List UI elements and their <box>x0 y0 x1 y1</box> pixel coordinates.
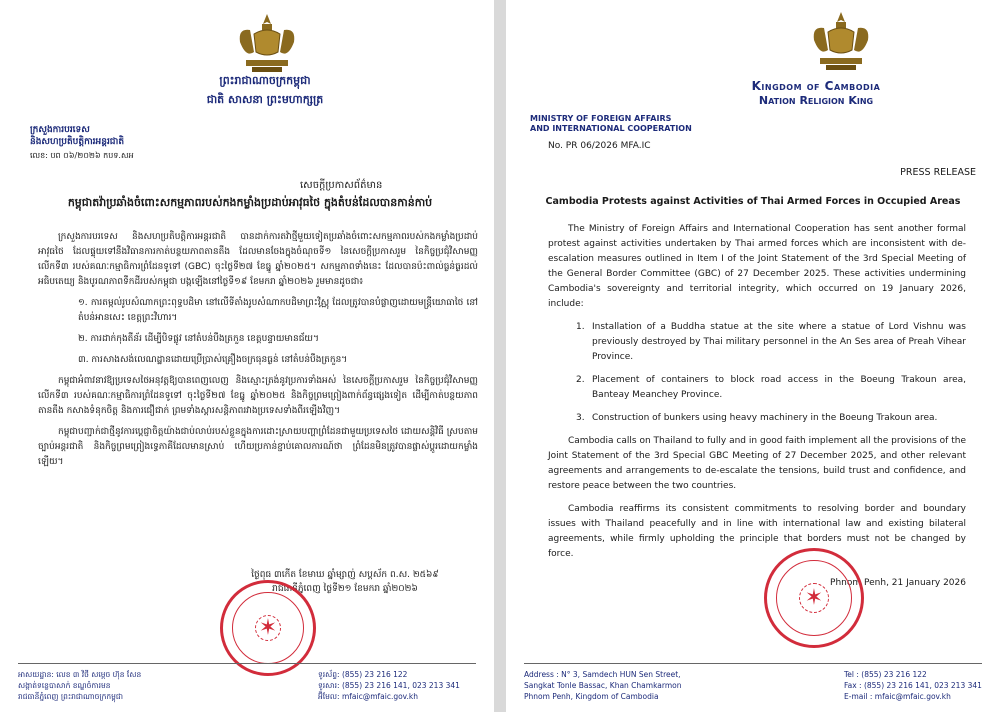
reference-number: No. PR 06/2026 MFA.IC <box>548 141 651 151</box>
reference-number: លេខ: បព ០៦/២០២៦ កបទ.សអ <box>30 151 134 160</box>
list-item: ២. ការដាក់កុងតឺន័រ ដើម្បីបិទផ្លូវ នៅតំបន់បឹងត្រកួន ខេត្តបន្ទាយមានជ័យ។ <box>78 334 319 344</box>
body-paragraph: The Ministry of Foreign Affairs and International Cooperation has sent another formal protest against activities undertaken by Thai armed forces which are inconsistent with de-escalation measures outlined in Item I of the Joint Statement of the 3rd Special Meeting of the General Border Committee (GBC) of 27 December 2025. These activities undermining Cambodia's sovereignty and territorial integrity, which occurred on 19 January 2026, include: <box>548 224 966 309</box>
khmer-page <box>0 0 494 712</box>
footer-address <box>524 669 681 702</box>
nation-name: ព្រះរាជាណាចក្រកម្ពុជា <box>219 74 311 87</box>
address-line: Sangkat Tonle Bassac, Khan Chamkarmon <box>524 681 682 690</box>
address-line: Address : N° 3, Samdech HUN Sen Street, <box>524 670 681 679</box>
list-number: 2. <box>576 375 585 385</box>
document-body <box>38 230 478 476</box>
list-item <box>576 320 966 365</box>
list-item: ៣. ការសាងសង់លេណដ្ឋានដោយប្រើប្រាស់គ្រឿងចក្រធុនធ្ងន់ នៅតំបន់បឹងត្រកួន។ <box>78 355 348 365</box>
list-item: ១. ការតម្កល់រូបសំណាកព្រះពុទ្ធបដិមា នៅលើទីតាំងរូបសំណាកបដិមាព្រះវិស្ណុ ដែលត្រូវបានបំផ្លាញដោយមន្ត្រីយោធាថៃ នៅតំបន់អានសេះ ខេត្តព្រះវិហារ។ <box>78 298 478 323</box>
address-line: Phnom Penh, Kingdom of Cambodia <box>524 692 659 701</box>
place-date: រាជធានីភ្នំពេញ ថ្ងៃទី២១ ខែមករា ឆ្នាំ២០២៦ <box>272 584 418 594</box>
email-line: អ៊ីមែល: mfaic@mfaic.gov.kh <box>318 692 419 701</box>
list-number: 3. <box>576 413 585 423</box>
phone-line: Tel : (855) 23 216 122 <box>844 670 927 679</box>
footer-contact <box>318 669 460 702</box>
nation-motto: Nation Religion King <box>758 94 874 107</box>
footer <box>524 663 982 701</box>
document-body <box>548 222 966 570</box>
address-line: រាជធានីភ្នំពេញ ព្រះរាជាណាចក្រកម្ពុជា <box>18 692 123 701</box>
list-text: Installation of a Buddha statue at the site where a statue of Lord Vishnu was previously destroyed by Thai military personnel in the An Ses area of Preah Vihear Province. <box>592 322 966 362</box>
email-line: E-mail : mfaic@mfaic.gov.kh <box>844 692 951 701</box>
lunar-date: ថ្ងៃពុធ ៣កើត ខែមាឃ ឆ្នាំម្សាញ់ សប្តស័ក ព.ស. ២៥៦៩ <box>251 570 439 580</box>
list-number: 1. <box>576 322 585 332</box>
footer-address <box>18 669 141 702</box>
ministry-name-line2: និងសហប្រតិបត្តិការអន្តរជាតិ <box>30 137 125 147</box>
address-line: សង្កាត់ទន្លេបាសាក់ ខណ្ឌចំការមន <box>18 681 111 690</box>
list-text: Placement of containers to block road access in the Boeung Trakoun area, Banteay Meanchey Province. <box>592 375 966 400</box>
body-paragraph: Cambodia reaffirms its consistent commitments to resolving border and boundary issues with Thailand peacefully and in line with international law and existing bilateral agreements, while firmly upholding the principle that borders must not be changed by force. <box>548 504 966 559</box>
address-line: អាសយដ្ឋាន: លេខ ៣ វិថី សម្តេច ហ៊ុន សែន <box>18 670 142 679</box>
fax-line: ទូរសារ: (855) 23 216 141, 023 213 341 <box>318 681 460 690</box>
footer-contact <box>844 669 982 702</box>
document-label: សេចក្តីប្រកាសព័ត៌មាន <box>300 180 383 191</box>
list-text: Construction of bunkers using heavy machinery in the Boeung Trakoun area. <box>592 413 938 423</box>
list-item <box>576 373 966 403</box>
body-paragraph: កម្ពុជាអំពាវនាវឱ្យប្រទេសថៃអនុវត្តឱ្យបានពេញលេញ និងស្មោះត្រង់នូវប្រការទាំងអស់ នៃសេចក្តីប្រកាសរួម នៃកិច្ចប្រជុំវិសាមញ្ញលើកទី៣ របស់គណៈកម្មាធិការព្រំដែនទូទៅ ចុះថ្ងៃទី២៧ ខែធ្នូ ឆ្នាំ២០២៥ និងកិច្ចព្រមព្រៀងពាក់ព័ន្ធផ្សេងទៀត ដើម្បីកាត់បន្ថយភាពតានតឹង កសាងទំនុកចិត្ត និងការជឿជាក់ ព្រមទាំងស្តារសន្តិភាពរវាងប្រទេសទាំងពីរឡើងវិញ។ <box>38 376 478 416</box>
document-title: កម្ពុជាតវ៉ាប្រឆាំងចំពោះសកម្មភាពរបស់កងកម្លាំងប្រដាប់អាវុធថៃ ក្នុងតំបន់ដែលបានកាន់កាប់ <box>67 196 433 209</box>
nation-motto: ជាតិ សាសនា ព្រះមហាក្សត្រ <box>206 93 324 106</box>
document-title: Cambodia Protests against Activities of Thai Armed Forces in Occupied Areas <box>545 196 961 207</box>
ministry-name-line2: AND INTERNATIONAL COOPERATION <box>530 124 692 133</box>
list-item <box>576 411 966 426</box>
body-paragraph: Cambodia calls on Thailand to fully and in good faith implement all the provisions of the Joint Statement of the 3rd Special GBC Meeting of 27 December 2025, and other relevant agreements and arrangements to de-escalate the tensions, build trust and confidence, and restore peace between the two countries. <box>548 436 966 491</box>
document-label: PRESS RELEASE <box>900 167 976 178</box>
footer <box>18 663 476 701</box>
ministry-seal-icon: ✶ <box>220 580 316 676</box>
ministry-name-line1: ក្រសួងការបរទេស <box>30 125 90 135</box>
body-paragraph: កម្ពុជាបញ្ជាក់ជាថ្មីនូវការប្តេជ្ញាចិត្តយ៉ាងជាប់លាប់របស់ខ្លួនក្នុងការដោះស្រាយបញ្ហាព្រំដែនជាមួយប្រទេសថៃ ដោយសន្តិវិធី ស្របតាមច្បាប់អន្តរជាតិ និងកិច្ចព្រមព្រៀងទ្វេភាគីដែលមានស្រាប់ ហើយប្រកាន់ខ្ជាប់គោលការណ៍ថា ព្រំដែនមិនត្រូវបានផ្លាស់ប្តូរដោយកម្លាំងឡើយ។ <box>38 427 478 467</box>
royal-coat-of-arms-icon <box>232 12 302 76</box>
ministry-name-line1: MINISTRY OF FOREIGN AFFAIRS <box>530 114 672 123</box>
royal-coat-of-arms-icon <box>806 10 876 74</box>
phone-line: ទូរស័ព្ទ: (855) 23 216 122 <box>318 670 408 679</box>
english-page <box>506 0 1000 712</box>
ministry-seal-icon: ✶ <box>764 548 864 648</box>
body-paragraph: ក្រសួងការបរទេស និងសហប្រតិបត្តិការអន្តរជាតិ បានដាក់ការតវ៉ាថ្មីមួយទៀតប្រឆាំងចំពោះសកម្មភាពរបស់កងកម្លាំងប្រដាប់អាវុធថៃ ដែលផ្ទុយទៅនឹងវិធានការកាត់បន្ថយភាពតានតឹង ដែលមានចែងក្នុងចំណុចទី១ នៃសេចក្តីប្រកាសរួម នៃកិច្ចប្រជុំវិសាមញ្ញលើកទី៣ របស់គណៈកម្មាធិការព្រំដែនទូទៅ (GBC) ចុះថ្ងៃទី២៧ ខែធ្នូ ឆ្នាំ២០២៥។ សកម្មភាពទាំងនេះ ដែលបានប៉ះពាល់ធ្ងន់ធ្ងរដល់អធិបតេយ្យ និងបូរណភាពទឹកដីរបស់កម្ពុជា បង្កឡើងនៅថ្ងៃទី១៩ ខែមករា ឆ្នាំ២០២៦ រួមមានដូចជា៖ <box>38 232 478 287</box>
place-date: Phnom Penh, 21 January 2026 <box>830 578 966 588</box>
nation-name: Kingdom of Cambodia <box>751 79 881 93</box>
fax-line: Fax : (855) 23 216 141, 023 213 341 <box>844 681 982 690</box>
